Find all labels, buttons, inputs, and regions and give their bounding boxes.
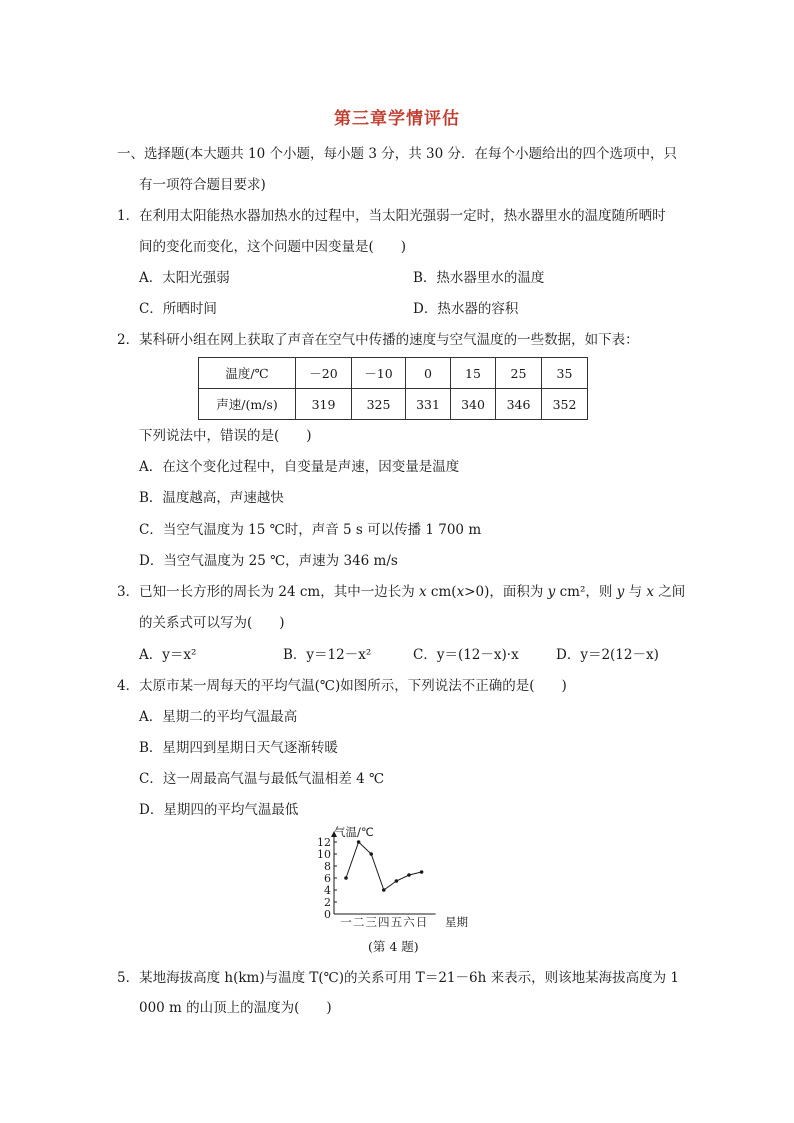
x-tick-label: 六 <box>403 915 415 929</box>
table-cell: 352 <box>542 389 588 420</box>
y-tick-label: 10 <box>317 848 331 861</box>
x-tick-label: 日 <box>415 915 428 929</box>
data-point <box>369 852 373 856</box>
table-cell: 319 <box>296 389 352 420</box>
q2-prompt: 下列说法中，错误的是( ) <box>139 428 312 444</box>
x-tick-label: 五 <box>390 915 403 929</box>
q2-option-c: C．当空气温度为 15 ℃时，声音 5 s 可以传播 1 700 m <box>139 522 482 538</box>
table-cell: 25 <box>496 358 542 389</box>
data-point <box>407 873 411 877</box>
table-row-speed <box>199 389 588 420</box>
y-tick-label: 0 <box>324 908 331 921</box>
table-cell: 331 <box>406 389 451 420</box>
chart-series <box>344 840 423 892</box>
table-cell: 346 <box>496 389 542 420</box>
table-cell: 35 <box>542 358 588 389</box>
table-cell: 15 <box>451 358 496 389</box>
table-cell: 0 <box>406 358 451 389</box>
q1-option-c: C．所晒时间 <box>139 301 217 317</box>
q5-stem-line1: 5．某地海拔高度 h(km)与温度 T(℃)的关系可用 T＝21－6h 来表示，则该地某海拔高度为 1 <box>117 970 679 986</box>
q3-option-b: B．y＝12－x² <box>283 647 372 663</box>
q4-option-d: D．星期四的平均气温最低 <box>139 802 299 818</box>
q1-option-b: B．热水器里水的温度 <box>413 270 545 286</box>
q1-option-a: A．太阳光强弱 <box>139 270 230 286</box>
q2-option-d: D．当空气温度为 25 ℃，声速为 346 m/s <box>139 553 398 569</box>
figure-caption: (第 4 题) <box>368 939 419 954</box>
temperature-series-line <box>346 842 422 890</box>
table-cell: 325 <box>352 389 406 420</box>
q5-stem-line2: 000 m 的山顶上的温度为( ) <box>139 1000 332 1016</box>
x-tick-label: 三 <box>365 915 377 929</box>
q3-option-c: C．y＝(12－x)·x <box>413 647 519 663</box>
q4-option-b: B．星期四到星期日天气逐渐转暖 <box>139 740 338 756</box>
data-point <box>344 876 348 880</box>
data-point <box>420 870 424 874</box>
data-point <box>395 879 399 883</box>
q1-stem-line1: 1．在利用太阳能热水器加热水的过程中，当太阳光强弱一定时，热水器里水的温度随所晒时 <box>117 208 666 224</box>
y-tick-label: 4 <box>324 884 331 897</box>
q3-option-a: A．y＝x² <box>139 647 197 663</box>
q4-option-a: A．星期二的平均气温最高 <box>139 709 298 725</box>
y-tick-label: 2 <box>324 896 331 909</box>
x-tick-label: 四 <box>378 915 390 929</box>
x-tick-label: 二 <box>352 915 365 929</box>
table-cell: 340 <box>451 389 496 420</box>
q1-option-d: D．热水器的容积 <box>413 301 519 317</box>
y-tick-label: 8 <box>324 860 331 873</box>
q2-stem: 2．某科研小组在网上获取了声音在空气中传播的速度与空气温度的一些数据，如下表： <box>117 332 639 348</box>
y-tick-label: 12 <box>317 836 331 849</box>
section-heading-line2: 有一项符合题目要求) <box>139 177 266 193</box>
q4-stem: 4．太原市某一周每天的平均气温(℃)如图所示，下列说法不正确的是( ) <box>117 678 567 694</box>
page-title: 第三章学情评估 <box>334 109 460 129</box>
temperature-line-chart <box>310 822 480 934</box>
table-cell: 声速/(m/s) <box>199 389 296 420</box>
table-cell: 温度/℃ <box>199 358 296 389</box>
chart-x-axis-label: 星期 <box>445 915 468 929</box>
q2-option-a: A．在这个变化过程中，自变量是声速，因变量是温度 <box>139 459 460 475</box>
table-row-temperature <box>199 358 588 389</box>
q4-option-c: C．这一周最高气温与最低气温相差 4 ℃ <box>139 771 385 787</box>
q3-stem-line1: 3．已知一长方形的周长为 24 cm，其中一边长为 x cm(x>0)，面积为 y cm²，则 y 与 x 之间 <box>117 584 686 600</box>
data-point <box>357 840 361 844</box>
chart-x-categories <box>340 915 427 929</box>
table-cell: －10 <box>352 358 406 389</box>
table-cell: －20 <box>296 358 352 389</box>
q1-stem-line2: 间的变化而变化，这个问题中因变量是( ) <box>139 239 407 255</box>
q2-option-b: B．温度越高，声速越快 <box>139 490 284 506</box>
q3-stem-line2: 的关系式可以写为( ) <box>139 615 285 631</box>
x-tick-label: 一 <box>340 915 352 929</box>
q3-option-d: D．y＝2(12－x) <box>556 647 659 663</box>
section-heading-line1: 一、选择题(本大题共 10 个小题，每小题 3 分，共 30 分．在每个小题给出的四个选项中，只 <box>117 146 677 162</box>
y-tick-label: 6 <box>324 872 331 885</box>
data-point <box>382 888 386 892</box>
speed-temperature-table <box>198 357 588 420</box>
chart-y-axis-label: 气温/℃ <box>334 825 374 839</box>
